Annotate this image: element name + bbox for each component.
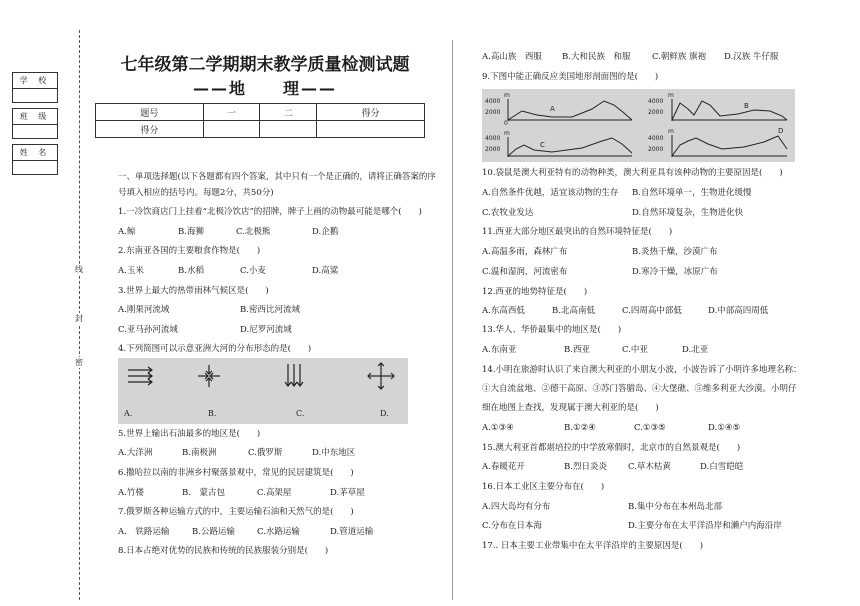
question-stem: 17.. 日本主要工业带集中在太平洋沿岸的主要原因是( ): [482, 541, 704, 551]
option[interactable]: B.西亚: [564, 345, 590, 355]
option[interactable]: C.水路运输: [257, 527, 300, 537]
option[interactable]: C.四周高中部低: [622, 306, 682, 316]
seal-char-mi: 密: [75, 358, 83, 367]
option[interactable]: B.①②④: [564, 423, 596, 433]
class-box: [12, 108, 58, 139]
figure-label-a: A.: [124, 409, 133, 418]
terrain-profiles: [482, 89, 795, 162]
option[interactable]: A. 铁路运输: [118, 527, 170, 537]
score-cell[interactable]: [203, 121, 260, 138]
pattern-b-converging-arrows: [198, 365, 220, 387]
axis-tick: 4000: [648, 135, 664, 142]
axis-unit: m: [504, 92, 510, 99]
axis-tick: 4000: [648, 98, 664, 105]
option[interactable]: D.管道运输: [330, 527, 374, 537]
option[interactable]: C.俄罗斯: [248, 448, 283, 458]
option[interactable]: A.大洋洲: [118, 448, 153, 458]
river-pattern-figure: [118, 358, 408, 424]
score-table-header: 得分: [317, 104, 425, 121]
option[interactable]: B. 蒙古包: [182, 488, 225, 498]
option[interactable]: C.农牧业发达: [482, 208, 534, 218]
question-stem: 11.西亚大部分地区最突出的自然环境特征是( ): [482, 227, 673, 237]
class-field[interactable]: [13, 125, 57, 138]
profile-a: [508, 99, 632, 121]
name-field[interactable]: [13, 161, 57, 174]
option[interactable]: A.玉米: [118, 266, 144, 276]
question-stem: 1.一冷饮商店门上挂着“北极冷饮店”的招牌，牌子上画的动物最可能是哪个( ): [118, 207, 422, 217]
option[interactable]: D.高粱: [312, 266, 339, 276]
axis-tick: 2000: [485, 146, 501, 153]
question-stem: 6.撒哈拉以南的非洲乡村聚落景观中，常见的民居建筑是( ): [118, 468, 354, 478]
profile-label-d: D: [778, 127, 784, 135]
option[interactable]: B.集中分布在本州岛北部: [628, 502, 722, 512]
option[interactable]: B.北高南低: [552, 306, 595, 316]
question-stem: 2.东南亚各国的主要粮食作物是( ): [118, 246, 261, 256]
school-box: [12, 72, 58, 103]
profile-b: [672, 99, 787, 121]
option[interactable]: A.刚果河流域: [118, 305, 170, 315]
axis-unit: m: [668, 92, 674, 99]
section-intro: 一、单项选择题(以下各题都有四个答案，其中只有一个是正确的，请将正确答案的序: [118, 172, 436, 182]
option[interactable]: C.中亚: [622, 345, 648, 355]
question-stem: 10.袋鼠是澳大利亚特有的动物种类，澳大利亚具有该种动物的主要原因是( ): [482, 168, 783, 178]
axis-tick: 2000: [648, 146, 664, 153]
profile-label-c: C: [540, 141, 545, 149]
school-field[interactable]: [13, 89, 57, 102]
question-stem: 3.世界上最大的热带雨林气候区是( ): [118, 286, 269, 296]
option[interactable]: A.①③④: [482, 423, 514, 433]
seal-char-feng: 封: [75, 314, 83, 323]
figure-label-d: D.: [380, 409, 389, 418]
profile-label-b: B: [744, 102, 749, 110]
option[interactable]: A.东高西低: [482, 306, 525, 316]
axis-tick: 4000: [485, 135, 501, 142]
option[interactable]: C.草木枯黄: [628, 462, 671, 472]
option[interactable]: D.尼罗河流域: [240, 325, 292, 335]
option[interactable]: C.高架屋: [257, 488, 292, 498]
score-row-label: 得分: [96, 121, 204, 138]
option[interactable]: B.大和民族 和服: [562, 52, 631, 62]
option[interactable]: C.①③⑤: [634, 423, 666, 433]
option[interactable]: A.自然条件优越，适宜该动物的生存: [482, 188, 619, 198]
axis-unit: m: [504, 130, 510, 137]
figure-label-c: C.: [296, 409, 305, 418]
exam-title: 七年级第二学期期末教学质量检测试题: [120, 55, 410, 75]
option[interactable]: A.高温多雨，森林广布: [482, 247, 568, 257]
option[interactable]: C.亚马孙河流域: [118, 325, 178, 335]
option[interactable]: D.中部高四周低: [708, 306, 769, 316]
option[interactable]: B.炎热干燥，沙漠广布: [632, 247, 718, 257]
score-table-header-row: [96, 104, 425, 121]
option[interactable]: D.北亚: [682, 345, 709, 355]
option[interactable]: D.茅草屋: [330, 488, 365, 498]
option[interactable]: B.密西比河流域: [240, 305, 300, 315]
option[interactable]: C.温和湿润，河流密布: [482, 267, 568, 277]
pattern-a-parallel-arrows: [128, 367, 152, 385]
option[interactable]: A.竹楼: [118, 488, 144, 498]
option[interactable]: D.寒冷干燥，冰原广布: [632, 267, 718, 277]
question-stem: 14.小明在旅游时认识了来自澳大利亚的小朋友小波，小波告诉了小明许多地理名称：: [482, 365, 802, 375]
option[interactable]: D.主要分布在太平洋沿岸和濑户内海沿岸: [628, 521, 782, 531]
figure-label-b: B.: [208, 409, 217, 418]
score-table-row: [96, 121, 425, 138]
option[interactable]: C.小麦: [240, 266, 266, 276]
profile-c: [508, 137, 632, 157]
profile-d: [672, 135, 787, 157]
question-stem: ①大自流盆地、②德干高原、③苏门答腊岛、④大堡礁、⑤维多利亚大沙漠。小明仔: [482, 384, 797, 394]
pattern-d-radiating-arrows: [368, 363, 394, 389]
axis-unit: m: [668, 128, 674, 135]
section-intro: 号填入相应的括号内。每题2分，共50分): [118, 188, 274, 198]
option[interactable]: A.东南亚: [482, 345, 517, 355]
question-stem: 5.世界上输出石油最多的地区是( ): [118, 429, 261, 439]
exam-subject: ——地 理——: [192, 79, 337, 98]
option[interactable]: A.四大岛均有分布: [482, 502, 551, 512]
option[interactable]: B.水稻: [178, 266, 204, 276]
class-label: 班 级: [13, 109, 57, 125]
option[interactable]: D.企鹅: [312, 227, 339, 237]
option[interactable]: D.汉族 牛仔服: [724, 52, 779, 62]
score-table: [95, 103, 425, 138]
us-terrain-profile-figure: [482, 89, 795, 162]
option[interactable]: B.南极洲: [182, 448, 217, 458]
axis-tick: 4000: [485, 98, 501, 105]
option[interactable]: B.公路运输: [192, 527, 235, 537]
name-box: [12, 144, 58, 175]
score-cell[interactable]: [317, 121, 425, 138]
question-stem: 12.西亚的地势特征是( ): [482, 287, 588, 297]
question-stem: 8.日本占绝对优势的民族和传统的民族服装分别是( ): [118, 546, 329, 556]
option[interactable]: A.鲸: [118, 227, 136, 237]
question-stem: 7.俄罗斯各种运输方式的中，主要运输石油和天然气的是( ): [118, 507, 354, 517]
option[interactable]: C.朝鲜族 旗袍: [652, 52, 707, 62]
option[interactable]: C.分布在日本海: [482, 521, 542, 531]
column-divider: [452, 40, 453, 600]
option[interactable]: A.春暖花开: [482, 462, 525, 472]
option[interactable]: A.高山族 西服: [482, 52, 542, 62]
option[interactable]: D.白雪皑皑: [700, 462, 744, 472]
option[interactable]: B.烈日炎炎: [564, 462, 607, 472]
pattern-c-downward-arrows: [285, 364, 303, 386]
axis-tick: 0: [504, 120, 508, 127]
option[interactable]: B.自然环境单一，生物进化缓慢: [632, 188, 752, 198]
question-stem: 4.下列简图可以示意亚洲大河的分布形态的是( ): [118, 344, 312, 354]
seal-char-xian: 线: [75, 265, 83, 274]
axis-tick: 2000: [485, 109, 501, 116]
question-stem: 9.下图中能正确反应美国地形剖面图的是( ): [482, 72, 659, 82]
school-label: 学 校: [13, 73, 57, 89]
river-pattern-diagrams: [118, 358, 408, 424]
score-cell[interactable]: [260, 121, 317, 138]
option[interactable]: B.海狮: [178, 227, 204, 237]
question-stem: 13.华人、华侨最集中的地区是( ): [482, 325, 622, 335]
name-label: 姓 名: [13, 145, 57, 161]
option[interactable]: C.北极熊: [236, 227, 271, 237]
score-table-header: 一: [203, 104, 260, 121]
profile-label-a: A: [550, 105, 555, 113]
option[interactable]: D.中东地区: [312, 448, 356, 458]
axis-tick: 2000: [648, 109, 664, 116]
question-stem: 细在地图上查找，发现属于澳大利亚的是( ): [482, 403, 659, 413]
question-stem: 15.澳大利亚首都堪培拉的中学放寒假时，北京市的自然景观是( ): [482, 443, 741, 453]
option[interactable]: D.①④⑤: [708, 423, 741, 433]
option[interactable]: D.自然环境复杂，生物进化快: [632, 208, 744, 218]
question-stem: 16.日本工业区主要分布在( ): [482, 482, 605, 492]
score-table-header: 二: [260, 104, 317, 121]
score-table-header: 题号: [96, 104, 204, 121]
